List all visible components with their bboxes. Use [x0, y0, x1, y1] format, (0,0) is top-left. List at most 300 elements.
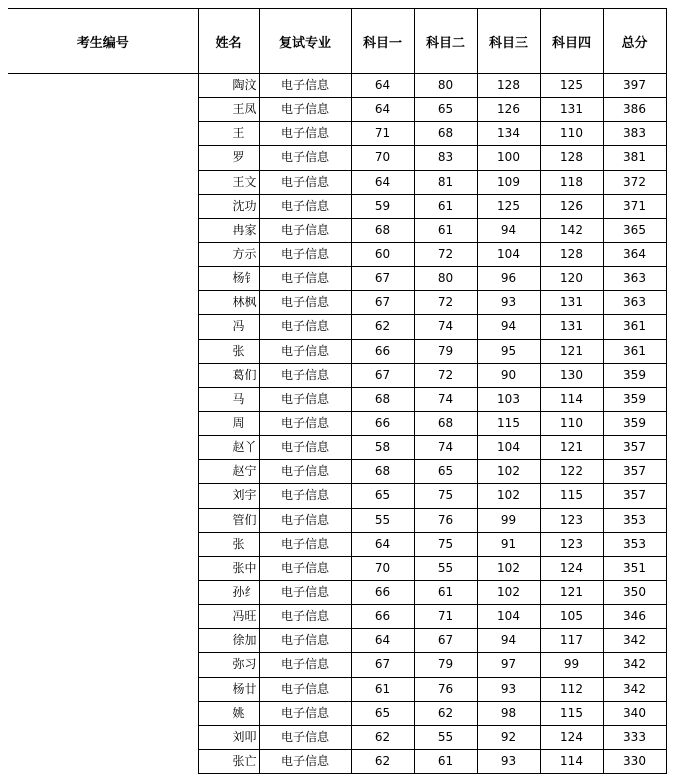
major-cell: 电子信息 — [259, 508, 351, 532]
total-cell: 353 — [603, 532, 666, 556]
table-body — [8, 74, 666, 774]
major-cell: 电子信息 — [259, 218, 351, 242]
total-cell: 364 — [603, 242, 666, 266]
subject4-cell: 120 — [540, 267, 603, 291]
name-cell — [198, 339, 259, 363]
name-cell — [198, 701, 259, 725]
table-row — [8, 508, 666, 532]
subject1-cell: 67 — [351, 363, 414, 387]
subject3-cell: 102 — [477, 580, 540, 604]
subject1-cell: 59 — [351, 194, 414, 218]
exam-id-cell — [8, 242, 198, 266]
subject3-cell: 99 — [477, 508, 540, 532]
total-cell: 342 — [603, 677, 666, 701]
major-cell: 电子信息 — [259, 74, 351, 98]
subject2-cell: 74 — [414, 315, 477, 339]
subject4-cell: 130 — [540, 363, 603, 387]
subject4-cell: 128 — [540, 242, 603, 266]
name-cell — [198, 74, 259, 98]
subject2-cell: 68 — [414, 411, 477, 435]
subject1-cell: 62 — [351, 749, 414, 773]
subject1-cell: 65 — [351, 701, 414, 725]
total-cell: 350 — [603, 580, 666, 604]
name-text: 姚 — [232, 705, 245, 720]
subject2-cell: 71 — [414, 605, 477, 629]
name-text: 孙纟 — [232, 585, 257, 600]
subject1-cell: 68 — [351, 387, 414, 411]
total-cell: 359 — [603, 387, 666, 411]
total-cell: 353 — [603, 508, 666, 532]
subject2-cell: 80 — [414, 267, 477, 291]
name-text: 王 — [232, 126, 245, 141]
major-cell: 电子信息 — [259, 460, 351, 484]
major-cell: 电子信息 — [259, 605, 351, 629]
name-cell — [198, 677, 259, 701]
header-subject2: 科目二 — [414, 9, 477, 74]
subject3-cell: 103 — [477, 387, 540, 411]
subject4-cell: 112 — [540, 677, 603, 701]
subject2-cell: 80 — [414, 74, 477, 98]
table-row — [8, 194, 666, 218]
exam-id-cell — [8, 98, 198, 122]
subject1-cell: 55 — [351, 508, 414, 532]
subject3-cell: 102 — [477, 484, 540, 508]
subject2-cell: 62 — [414, 701, 477, 725]
subject3-cell: 115 — [477, 411, 540, 435]
table-row — [8, 387, 666, 411]
name-cell — [198, 556, 259, 580]
subject1-cell: 61 — [351, 677, 414, 701]
name-cell — [198, 267, 259, 291]
total-cell: 365 — [603, 218, 666, 242]
name-text: 葛们 — [232, 367, 257, 382]
subject1-cell: 67 — [351, 291, 414, 315]
name-cell — [198, 725, 259, 749]
table-row — [8, 701, 666, 725]
total-cell: 357 — [603, 460, 666, 484]
table-row — [8, 484, 666, 508]
name-text: 杨廿 — [232, 681, 257, 696]
subject2-cell: 79 — [414, 653, 477, 677]
major-cell: 电子信息 — [259, 146, 351, 170]
table-row — [8, 580, 666, 604]
name-cell — [198, 411, 259, 435]
table-row — [8, 749, 666, 773]
major-cell: 电子信息 — [259, 653, 351, 677]
table-row — [8, 291, 666, 315]
subject2-cell: 55 — [414, 725, 477, 749]
subject4-cell: 122 — [540, 460, 603, 484]
table-row — [8, 315, 666, 339]
subject3-cell: 92 — [477, 725, 540, 749]
header-exam-id: 考生编号 — [8, 9, 198, 74]
table-row — [8, 218, 666, 242]
name-text: 刘宇 — [232, 488, 257, 503]
subject2-cell: 74 — [414, 387, 477, 411]
total-cell: 361 — [603, 339, 666, 363]
subject4-cell: 110 — [540, 411, 603, 435]
name-cell — [198, 605, 259, 629]
subject1-cell: 64 — [351, 74, 414, 98]
exam-id-cell — [8, 677, 198, 701]
subject2-cell: 67 — [414, 629, 477, 653]
subject3-cell: 134 — [477, 122, 540, 146]
name-cell — [198, 98, 259, 122]
header-subject3: 科目三 — [477, 9, 540, 74]
name-cell — [198, 532, 259, 556]
subject4-cell: 121 — [540, 436, 603, 460]
subject4-cell: 114 — [540, 749, 603, 773]
exam-id-cell — [8, 484, 198, 508]
total-cell: 359 — [603, 363, 666, 387]
name-cell — [198, 242, 259, 266]
major-cell: 电子信息 — [259, 629, 351, 653]
major-cell: 电子信息 — [259, 436, 351, 460]
exam-id-cell — [8, 749, 198, 773]
table-row — [8, 146, 666, 170]
subject4-cell: 123 — [540, 508, 603, 532]
subject1-cell: 70 — [351, 556, 414, 580]
major-cell: 电子信息 — [259, 291, 351, 315]
table-row — [8, 74, 666, 98]
subject1-cell: 58 — [351, 436, 414, 460]
exam-id-cell — [8, 387, 198, 411]
total-cell: 361 — [603, 315, 666, 339]
major-cell: 电子信息 — [259, 484, 351, 508]
table-row — [8, 436, 666, 460]
exam-id-cell — [8, 291, 198, 315]
exam-id-cell — [8, 315, 198, 339]
subject2-cell: 65 — [414, 460, 477, 484]
subject4-cell: 142 — [540, 218, 603, 242]
name-text: 林枫 — [232, 295, 257, 310]
total-cell: 342 — [603, 629, 666, 653]
major-cell: 电子信息 — [259, 411, 351, 435]
name-cell — [198, 436, 259, 460]
name-text: 方示 — [232, 247, 257, 262]
exam-id-cell — [8, 74, 198, 98]
header-subject1: 科目一 — [351, 9, 414, 74]
subject3-cell: 90 — [477, 363, 540, 387]
subject3-cell: 128 — [477, 74, 540, 98]
subject4-cell: 99 — [540, 653, 603, 677]
subject1-cell: 64 — [351, 98, 414, 122]
exam-id-cell — [8, 339, 198, 363]
table-row — [8, 725, 666, 749]
table-header — [8, 9, 666, 74]
subject1-cell: 71 — [351, 122, 414, 146]
subject4-cell: 115 — [540, 484, 603, 508]
table-row — [8, 267, 666, 291]
subject4-cell: 126 — [540, 194, 603, 218]
major-cell: 电子信息 — [259, 339, 351, 363]
subject2-cell: 76 — [414, 677, 477, 701]
subject3-cell: 102 — [477, 556, 540, 580]
name-text: 张中 — [232, 560, 257, 575]
name-cell — [198, 629, 259, 653]
major-cell: 电子信息 — [259, 749, 351, 773]
total-cell: 359 — [603, 411, 666, 435]
subject4-cell: 114 — [540, 387, 603, 411]
major-cell: 电子信息 — [259, 532, 351, 556]
total-cell: 386 — [603, 98, 666, 122]
subject3-cell: 95 — [477, 339, 540, 363]
name-text: 冯旺 — [232, 609, 257, 624]
subject3-cell: 126 — [477, 98, 540, 122]
subject1-cell: 66 — [351, 605, 414, 629]
subject4-cell: 124 — [540, 725, 603, 749]
subject1-cell: 62 — [351, 315, 414, 339]
major-cell: 电子信息 — [259, 315, 351, 339]
table-row — [8, 629, 666, 653]
subject1-cell: 68 — [351, 218, 414, 242]
name-cell — [198, 170, 259, 194]
subject3-cell: 93 — [477, 677, 540, 701]
name-text: 弥习 — [232, 657, 257, 672]
subject4-cell: 121 — [540, 339, 603, 363]
name-text: 赵丫 — [232, 440, 257, 455]
name-text: 王凤 — [232, 102, 257, 117]
total-cell: 346 — [603, 605, 666, 629]
subject2-cell: 79 — [414, 339, 477, 363]
subject2-cell: 72 — [414, 242, 477, 266]
subject3-cell: 94 — [477, 315, 540, 339]
subject3-cell: 98 — [477, 701, 540, 725]
major-cell: 电子信息 — [259, 387, 351, 411]
name-text: 陶汶 — [232, 78, 257, 93]
subject2-cell: 74 — [414, 436, 477, 460]
subject3-cell: 94 — [477, 629, 540, 653]
name-cell — [198, 122, 259, 146]
subject1-cell: 67 — [351, 653, 414, 677]
name-cell — [198, 387, 259, 411]
major-cell: 电子信息 — [259, 725, 351, 749]
exam-id-cell — [8, 580, 198, 604]
subject1-cell: 64 — [351, 170, 414, 194]
subject1-cell: 68 — [351, 460, 414, 484]
subject4-cell: 128 — [540, 146, 603, 170]
name-text: 罗 — [232, 150, 245, 165]
name-cell — [198, 218, 259, 242]
exam-id-cell — [8, 363, 198, 387]
subject3-cell: 94 — [477, 218, 540, 242]
subject1-cell: 66 — [351, 580, 414, 604]
subject1-cell: 64 — [351, 532, 414, 556]
subject4-cell: 125 — [540, 74, 603, 98]
subject3-cell: 104 — [477, 605, 540, 629]
exam-id-cell — [8, 532, 198, 556]
exam-id-cell — [8, 460, 198, 484]
total-cell: 363 — [603, 291, 666, 315]
name-cell — [198, 315, 259, 339]
major-cell: 电子信息 — [259, 701, 351, 725]
exam-id-cell — [8, 725, 198, 749]
total-cell: 372 — [603, 170, 666, 194]
table-row — [8, 677, 666, 701]
name-cell — [198, 749, 259, 773]
subject3-cell: 102 — [477, 460, 540, 484]
subject1-cell: 62 — [351, 725, 414, 749]
subject4-cell: 118 — [540, 170, 603, 194]
table-row — [8, 460, 666, 484]
name-text: 杨钅 — [232, 271, 257, 286]
exam-id-cell — [8, 170, 198, 194]
subject2-cell: 68 — [414, 122, 477, 146]
name-cell — [198, 484, 259, 508]
subject2-cell: 76 — [414, 508, 477, 532]
subject2-cell: 61 — [414, 194, 477, 218]
name-text: 张 — [232, 343, 245, 358]
name-text: 沈功 — [232, 198, 257, 213]
name-text: 管们 — [232, 512, 257, 527]
subject4-cell: 110 — [540, 122, 603, 146]
subject3-cell: 96 — [477, 267, 540, 291]
exam-id-cell — [8, 122, 198, 146]
subject2-cell: 72 — [414, 291, 477, 315]
name-cell — [198, 146, 259, 170]
subject2-cell: 65 — [414, 98, 477, 122]
major-cell: 电子信息 — [259, 122, 351, 146]
name-cell — [198, 508, 259, 532]
table-row — [8, 532, 666, 556]
score-table — [8, 8, 667, 774]
total-cell: 371 — [603, 194, 666, 218]
subject2-cell: 61 — [414, 218, 477, 242]
subject4-cell: 117 — [540, 629, 603, 653]
name-text: 张 — [232, 536, 245, 551]
exam-id-cell — [8, 508, 198, 532]
subject3-cell: 93 — [477, 749, 540, 773]
name-text: 刘叩 — [232, 729, 257, 744]
total-cell: 342 — [603, 653, 666, 677]
total-cell: 333 — [603, 725, 666, 749]
exam-id-cell — [8, 218, 198, 242]
table-row — [8, 122, 666, 146]
header-row — [8, 9, 666, 74]
subject4-cell: 121 — [540, 580, 603, 604]
header-total: 总分 — [603, 9, 666, 74]
table-row — [8, 556, 666, 580]
subject3-cell: 93 — [477, 291, 540, 315]
table-row — [8, 363, 666, 387]
subject1-cell: 70 — [351, 146, 414, 170]
subject1-cell: 64 — [351, 629, 414, 653]
total-cell: 330 — [603, 749, 666, 773]
major-cell: 电子信息 — [259, 98, 351, 122]
name-text: 周 — [232, 416, 245, 431]
total-cell: 381 — [603, 146, 666, 170]
table-row — [8, 339, 666, 363]
subject3-cell: 109 — [477, 170, 540, 194]
name-text: 马 — [232, 391, 245, 406]
name-cell — [198, 653, 259, 677]
subject3-cell: 97 — [477, 653, 540, 677]
major-cell: 电子信息 — [259, 242, 351, 266]
exam-id-cell — [8, 605, 198, 629]
subject2-cell: 55 — [414, 556, 477, 580]
name-cell — [198, 363, 259, 387]
subject4-cell: 131 — [540, 98, 603, 122]
total-cell: 383 — [603, 122, 666, 146]
exam-id-cell — [8, 146, 198, 170]
subject2-cell: 75 — [414, 532, 477, 556]
subject3-cell: 104 — [477, 436, 540, 460]
name-cell — [198, 194, 259, 218]
header-major: 复试专业 — [259, 9, 351, 74]
major-cell: 电子信息 — [259, 677, 351, 701]
major-cell: 电子信息 — [259, 194, 351, 218]
exam-id-cell — [8, 267, 198, 291]
table-row — [8, 242, 666, 266]
name-cell — [198, 291, 259, 315]
subject4-cell: 131 — [540, 315, 603, 339]
table-row — [8, 98, 666, 122]
exam-id-cell — [8, 194, 198, 218]
name-cell — [198, 460, 259, 484]
score-table-sheet — [8, 8, 666, 774]
exam-id-cell — [8, 701, 198, 725]
name-text: 王文 — [232, 174, 257, 189]
subject2-cell: 72 — [414, 363, 477, 387]
table-row — [8, 170, 666, 194]
subject1-cell: 66 — [351, 411, 414, 435]
name-text: 冯 — [232, 319, 245, 334]
table-row — [8, 605, 666, 629]
exam-id-cell — [8, 629, 198, 653]
total-cell: 363 — [603, 267, 666, 291]
major-cell: 电子信息 — [259, 363, 351, 387]
total-cell: 357 — [603, 436, 666, 460]
exam-id-cell — [8, 653, 198, 677]
subject1-cell: 60 — [351, 242, 414, 266]
header-name: 姓名 — [198, 9, 259, 74]
subject4-cell: 131 — [540, 291, 603, 315]
name-text: 冉家 — [232, 222, 257, 237]
subject4-cell: 124 — [540, 556, 603, 580]
total-cell: 340 — [603, 701, 666, 725]
subject3-cell: 104 — [477, 242, 540, 266]
subject2-cell: 81 — [414, 170, 477, 194]
subject1-cell: 66 — [351, 339, 414, 363]
total-cell: 397 — [603, 74, 666, 98]
major-cell: 电子信息 — [259, 267, 351, 291]
major-cell: 电子信息 — [259, 556, 351, 580]
subject3-cell: 91 — [477, 532, 540, 556]
subject4-cell: 115 — [540, 701, 603, 725]
subject2-cell: 75 — [414, 484, 477, 508]
exam-id-cell — [8, 436, 198, 460]
name-cell — [198, 580, 259, 604]
exam-id-cell — [8, 556, 198, 580]
total-cell: 351 — [603, 556, 666, 580]
subject4-cell: 105 — [540, 605, 603, 629]
total-cell: 357 — [603, 484, 666, 508]
exam-id-cell — [8, 411, 198, 435]
subject3-cell: 100 — [477, 146, 540, 170]
table-row — [8, 411, 666, 435]
header-subject4: 科目四 — [540, 9, 603, 74]
subject1-cell: 65 — [351, 484, 414, 508]
name-text: 赵宁 — [232, 464, 257, 479]
subject2-cell: 61 — [414, 580, 477, 604]
subject2-cell: 83 — [414, 146, 477, 170]
subject3-cell: 125 — [477, 194, 540, 218]
name-text: 徐加 — [232, 633, 257, 648]
major-cell: 电子信息 — [259, 580, 351, 604]
subject2-cell: 61 — [414, 749, 477, 773]
name-text: 张亡 — [232, 754, 257, 768]
table-row — [8, 653, 666, 677]
